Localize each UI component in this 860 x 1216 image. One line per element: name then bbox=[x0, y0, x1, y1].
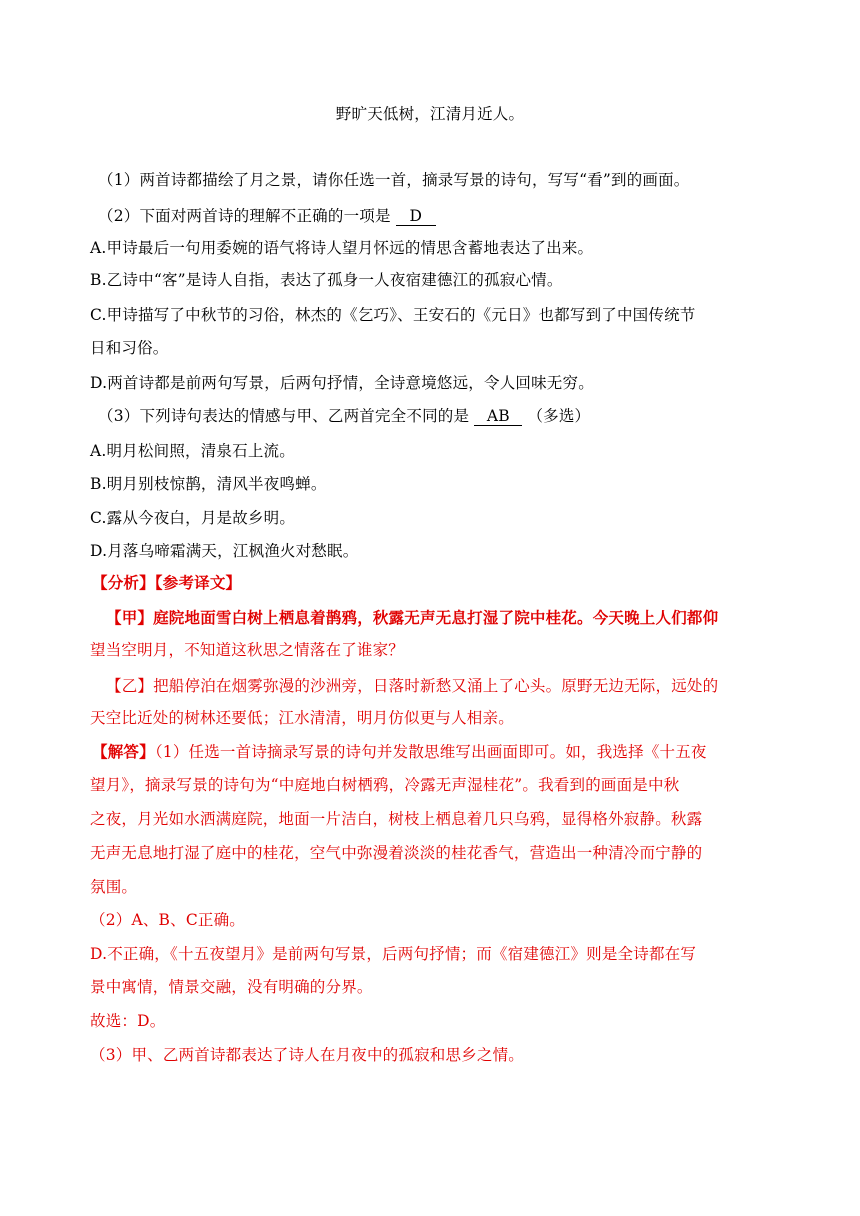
q3-option-a: A.明月松间照，清泉石上流。 bbox=[90, 442, 295, 460]
q3-option-c: C.露从今夜白，月是故乡明。 bbox=[90, 509, 296, 527]
question-2 bbox=[98, 206, 436, 226]
solution-part-1-line-3: 之夜，月光如水洒满庭院，地面一片洁白，树枝上栖息着几只乌鸦，显得格外寂静。秋露 bbox=[90, 810, 703, 828]
solution-part-1-line-2: 望月》，摘录写景的诗句为“中庭地白树栖鸦，冷露无声湿桂花”。我看到的画面是中秋 bbox=[90, 776, 680, 794]
solution-label: 【解答】 bbox=[92, 742, 155, 761]
q2-option-d: D.两首诗都是前两句写景，后两句抒情，全诗意境悠远，令人回味无穷。 bbox=[90, 374, 594, 392]
translation-jia-line-1 bbox=[106, 608, 718, 628]
solution-part-1-line-4: 无声无息地打湿了庭中的桂花，空气中弥漫着淡淡的桂花香气，营造出一种清冷而宁静的 bbox=[90, 844, 703, 862]
question-3-prompt: （3）下列诗句表达的情感与甲、乙两首完全不同的是 bbox=[98, 407, 470, 425]
solution-part-1-text: （1）任选一首诗摘录写景的诗句并发散思维写出画面即可。如，我选择《十五夜 bbox=[154, 743, 707, 761]
q2-option-b: B.乙诗中“客”是诗人自指，表达了孤身一人夜宿建德江的孤寂心情。 bbox=[90, 271, 563, 289]
q3-option-d: D.月落乌啼霜满天，江枫渔火对愁眠。 bbox=[90, 542, 359, 560]
question-3-suffix: （多选） bbox=[527, 407, 591, 425]
translation-jia-line-2: 望当空明月，不知道这秋思之情落在了谁家？ bbox=[90, 641, 405, 659]
question-2-prompt: （2）下面对两首诗的理解不正确的一项是 bbox=[98, 207, 391, 225]
solution-part-2-choice: 故选：D。 bbox=[90, 1012, 166, 1030]
solution-part-2-d-line-2: 景中寓情，情景交融，没有明确的分界。 bbox=[90, 978, 373, 996]
question-3-answer: AB bbox=[474, 407, 522, 426]
poem-last-line: 野旷天低树，江清月近人。 bbox=[335, 105, 525, 123]
translation-jia-text: 【甲】庭院地面雪白树上栖息着鹊鸦，秋露无声无息打湿了院中桂花。今天晚上人们都仰 bbox=[106, 608, 719, 627]
analysis-heading: 【分析】【参考译文】 bbox=[92, 573, 242, 592]
question-2-answer: D bbox=[396, 207, 436, 226]
q2-option-c-cont: 日和习俗。 bbox=[90, 339, 169, 357]
question-1: （1）两首诗都描绘了月之景，请你任选一首，摘录写景的诗句，写写“看”到的画面。 bbox=[98, 171, 690, 189]
solution-part-3: （3）甲、乙两首诗都表达了诗人在月夜中的孤寂和思乡之情。 bbox=[90, 1046, 524, 1064]
translation-yi-line-2: 天空比近处的树林还要低；江水清清，明月仿似更与人相亲。 bbox=[90, 709, 514, 727]
solution-part-2-d-line-1: D.不正确，《十五夜望月》是前两句写景，后两句抒情；而《宿建德江》则是全诗都在写 bbox=[90, 945, 697, 963]
solution-part-1-line-5: 氛围。 bbox=[90, 878, 138, 896]
question-3 bbox=[98, 406, 590, 426]
solution-part-1-line-1 bbox=[92, 742, 707, 762]
q2-option-a: A.甲诗最后一句用委婉的语气将诗人望月怀远的情思含蓄地表达了出来。 bbox=[90, 239, 594, 257]
q3-option-b: B.明月别枝惊鹊，清风半夜鸣蝉。 bbox=[90, 475, 327, 493]
translation-yi-line-1: 【乙】把船停泊在烟雾弥漫的沙洲旁，日落时新愁又涌上了心头。原野无边无际，远处的 bbox=[106, 677, 719, 695]
solution-part-2: （2）A、B、C正确。 bbox=[90, 911, 246, 929]
q2-option-c: C.甲诗描写了中秋节的习俗，林杰的《乞巧》、王安石的《元日》也都写到了中国传统节 bbox=[90, 306, 696, 324]
